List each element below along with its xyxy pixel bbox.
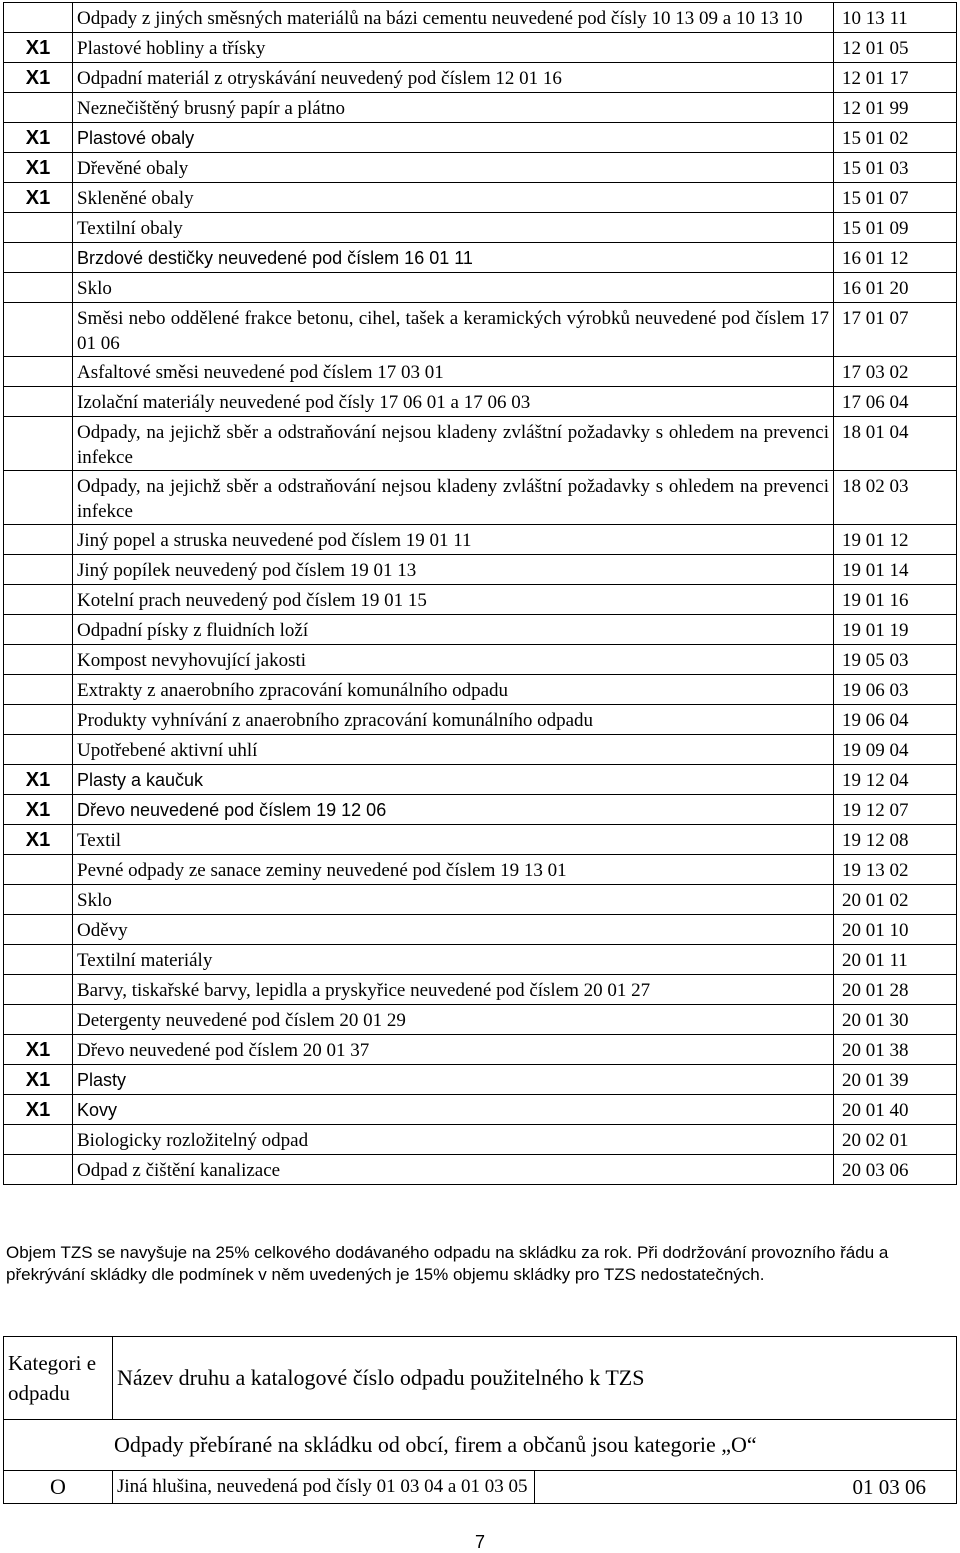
category-cell xyxy=(4,93,73,123)
table-row xyxy=(4,795,957,825)
waste-name-cell: Plastové hobliny a třísky xyxy=(73,33,834,63)
waste-name-cell: Jiná hlušina, neuvedená pod čísly 01 03 04 a 01 03 05 xyxy=(113,1471,535,1504)
waste-code-cell: 15 01 09 xyxy=(834,213,957,243)
waste-code-cell: 17 03 02 xyxy=(834,357,957,387)
waste-name-cell: Oděvy xyxy=(73,915,834,945)
category-header-label: Kategori e odpadu xyxy=(4,1337,113,1420)
waste-name-cell: Detergenty neuvedené pod číslem 20 01 29 xyxy=(73,1005,834,1035)
table-row xyxy=(4,63,957,93)
category-cell xyxy=(4,1155,73,1185)
waste-name-cell: Textilní obaly xyxy=(73,213,834,243)
waste-name-cell: Plasty xyxy=(73,1065,834,1095)
table-row xyxy=(4,387,957,417)
table-row xyxy=(4,525,957,555)
waste-name-cell: Biologicky rozložitelný odpad xyxy=(73,1125,834,1155)
waste-name-cell: Odpad z čištění kanalizace xyxy=(73,1155,834,1185)
waste-code-cell: 19 01 12 xyxy=(834,525,957,555)
table-row xyxy=(4,555,957,585)
table-row xyxy=(4,1095,957,1125)
waste-code-cell: 20 01 39 xyxy=(834,1065,957,1095)
volume-note: Objem TZS se navyšuje na 25% celkového dodávaného odpadu na skládku za rok. Při dodržování provozního řádu a překrývání skládky dle podmínek v něm uvedených je 15% objemu skládky pro TZS nedostatečných. xyxy=(6,1243,889,1284)
waste-code-cell: 19 09 04 xyxy=(834,735,957,765)
table-row xyxy=(4,273,957,303)
waste-code-cell: 20 01 28 xyxy=(834,975,957,1005)
waste-code-cell: 19 06 03 xyxy=(834,675,957,705)
waste-name-cell: Brzdové destičky neuvedené pod číslem 16 01 11 xyxy=(73,243,834,273)
table-row xyxy=(4,357,957,387)
waste-name-cell: Plasty a kaučuk xyxy=(73,765,834,795)
category-cell: X1 xyxy=(4,63,73,93)
category-o-subheader: Odpady přebírané na skládku od obcí, firem a občanů jsou kategorie „O“ xyxy=(4,1420,957,1471)
waste-name-cell: Odpady, na jejichž sběr a odstraňování nejsou kladeny zvláštní požadavky s ohledem na prevenci infekce xyxy=(73,417,834,471)
category-cell xyxy=(4,1005,73,1035)
waste-code-cell: 20 01 02 xyxy=(834,885,957,915)
table-row xyxy=(4,645,957,675)
waste-code-cell: 15 01 07 xyxy=(834,183,957,213)
waste-name-cell: Dřevěné obaly xyxy=(73,153,834,183)
table-row xyxy=(4,885,957,915)
category-cell xyxy=(4,303,73,357)
waste-code-cell: 20 01 38 xyxy=(834,1035,957,1065)
category-o-table xyxy=(3,1336,957,1504)
waste-name-cell: Kovy xyxy=(73,1095,834,1125)
category-cell xyxy=(4,471,73,525)
waste-table xyxy=(3,2,957,1185)
waste-code-cell: 20 03 06 xyxy=(834,1155,957,1185)
waste-name-cell: Sklo xyxy=(73,885,834,915)
category-cell xyxy=(4,705,73,735)
category-cell xyxy=(4,273,73,303)
waste-name-cell: Textilní materiály xyxy=(73,945,834,975)
waste-code-cell: 18 02 03 xyxy=(834,471,957,525)
waste-code-cell: 20 01 40 xyxy=(834,1095,957,1125)
table-row xyxy=(4,705,957,735)
category-cell xyxy=(4,675,73,705)
waste-name-cell: Odpadní písky z fluidních loží xyxy=(73,615,834,645)
waste-name-cell: Dřevo neuvedené pod číslem 19 12 06 xyxy=(73,795,834,825)
category-cell xyxy=(4,585,73,615)
category-cell: X1 xyxy=(4,123,73,153)
waste-code-cell: 19 01 19 xyxy=(834,615,957,645)
category-cell: X1 xyxy=(4,1095,73,1125)
table-row xyxy=(4,417,957,471)
category-cell xyxy=(4,243,73,273)
category-cell xyxy=(4,945,73,975)
category-cell xyxy=(4,915,73,945)
waste-name-cell: Extrakty z anaerobního zpracování komunálního odpadu xyxy=(73,675,834,705)
waste-name-cell: Kompost nevyhovující jakosti xyxy=(73,645,834,675)
waste-name-cell: Jiný popel a struska neuvedené pod číslem 19 01 11 xyxy=(73,525,834,555)
category-cell xyxy=(4,525,73,555)
waste-code-cell: 19 05 03 xyxy=(834,645,957,675)
category-cell xyxy=(4,885,73,915)
waste-code-cell: 18 01 04 xyxy=(834,417,957,471)
table-row xyxy=(4,615,957,645)
waste-name-cell: Skleněné obaly xyxy=(73,183,834,213)
table-row xyxy=(4,1155,957,1185)
waste-name-cell: Plastové obaly xyxy=(73,123,834,153)
table-row xyxy=(4,183,957,213)
category-cell xyxy=(4,615,73,645)
table-row xyxy=(4,123,957,153)
table-row xyxy=(4,213,957,243)
waste-code-cell: 19 12 07 xyxy=(834,795,957,825)
table-row xyxy=(4,675,957,705)
waste-name-cell: Odpady, na jejichž sběr a odstraňování nejsou kladeny zvláštní požadavky s ohledem na prevenci infekce xyxy=(73,471,834,525)
waste-name-cell: Dřevo neuvedené pod číslem 20 01 37 xyxy=(73,1035,834,1065)
name-header-label: Název druhu a katalogové číslo odpadu použitelného k TZS xyxy=(113,1337,957,1420)
category-cell: X1 xyxy=(4,1035,73,1065)
category-cell xyxy=(4,645,73,675)
table-row xyxy=(4,825,957,855)
page-number: 7 xyxy=(474,1532,485,1552)
waste-code-cell: 19 06 04 xyxy=(834,705,957,735)
category-cell xyxy=(4,975,73,1005)
table-row xyxy=(4,915,957,945)
table-row xyxy=(4,765,957,795)
waste-name-cell: Upotřebené aktivní uhlí xyxy=(73,735,834,765)
waste-code-cell: 12 01 17 xyxy=(834,63,957,93)
waste-code-cell: 20 02 01 xyxy=(834,1125,957,1155)
table-row xyxy=(4,1471,957,1504)
waste-name-cell: Odpady z jiných směsných materiálů na bázi cementu neuvedené pod čísly 10 13 09 a 10 13 10 xyxy=(73,3,834,33)
category-cell xyxy=(4,357,73,387)
waste-code-cell: 19 12 08 xyxy=(834,825,957,855)
category-cell: X1 xyxy=(4,765,73,795)
waste-code-cell: 12 01 05 xyxy=(834,33,957,63)
waste-code-cell: 17 01 07 xyxy=(834,303,957,357)
table-row xyxy=(4,1035,957,1065)
category-cell: X1 xyxy=(4,153,73,183)
category-cell xyxy=(4,417,73,471)
category-header-row xyxy=(4,1337,957,1420)
category-cell: X1 xyxy=(4,183,73,213)
category-cell: X1 xyxy=(4,795,73,825)
waste-code-cell: 20 01 10 xyxy=(834,915,957,945)
category-cell xyxy=(4,387,73,417)
waste-name-cell: Jiný popílek neuvedený pod číslem 19 01 13 xyxy=(73,555,834,585)
waste-code-cell: 19 13 02 xyxy=(834,855,957,885)
waste-code-cell: 19 12 04 xyxy=(834,765,957,795)
waste-code-cell: 01 03 06 xyxy=(535,1471,957,1504)
waste-code-cell: 12 01 99 xyxy=(834,93,957,123)
waste-table-body xyxy=(4,3,957,1185)
category-subheader-row xyxy=(4,1420,957,1471)
table-row xyxy=(4,33,957,63)
table-row xyxy=(4,585,957,615)
waste-code-cell: 19 01 16 xyxy=(834,585,957,615)
waste-name-cell: Směsi nebo oddělené frakce betonu, cihel, tašek a keramických výrobků neuvedené pod číslem 17 01 06 xyxy=(73,303,834,357)
table-row xyxy=(4,735,957,765)
waste-code-cell: 16 01 12 xyxy=(834,243,957,273)
category-cell xyxy=(4,213,73,243)
waste-name-cell: Neznečištěný brusný papír a plátno xyxy=(73,93,834,123)
waste-name-cell: Odpadní materiál z otryskávání neuvedený pod číslem 12 01 16 xyxy=(73,63,834,93)
category-cell xyxy=(4,555,73,585)
table-row xyxy=(4,153,957,183)
waste-name-cell: Textil xyxy=(73,825,834,855)
table-row xyxy=(4,975,957,1005)
category-cell xyxy=(4,735,73,765)
category-cell: X1 xyxy=(4,825,73,855)
waste-name-cell: Kotelní prach neuvedený pod číslem 19 01 15 xyxy=(73,585,834,615)
waste-name-cell: Barvy, tiskařské barvy, lepidla a pryskyřice neuvedené pod číslem 20 01 27 xyxy=(73,975,834,1005)
waste-code-cell: 20 01 11 xyxy=(834,945,957,975)
table-row xyxy=(4,1125,957,1155)
waste-name-cell: Sklo xyxy=(73,273,834,303)
waste-code-cell: 17 06 04 xyxy=(834,387,957,417)
waste-name-cell: Produkty vyhnívání z anaerobního zpracování komunálního odpadu xyxy=(73,705,834,735)
table-row xyxy=(4,945,957,975)
category-cell xyxy=(4,855,73,885)
waste-code-cell: 10 13 11 xyxy=(834,3,957,33)
table-row xyxy=(4,93,957,123)
waste-name-cell: Asfaltové směsi neuvedené pod číslem 17 03 01 xyxy=(73,357,834,387)
waste-code-cell: 15 01 03 xyxy=(834,153,957,183)
table-row xyxy=(4,243,957,273)
table-row xyxy=(4,3,957,33)
category-cell: X1 xyxy=(4,1065,73,1095)
waste-name-cell: Izolační materiály neuvedené pod čísly 17 06 01 a 17 06 03 xyxy=(73,387,834,417)
table-row xyxy=(4,1065,957,1095)
table-row xyxy=(4,303,957,357)
waste-code-cell: 16 01 20 xyxy=(834,273,957,303)
category-cell: X1 xyxy=(4,33,73,63)
waste-code-cell: 20 01 30 xyxy=(834,1005,957,1035)
table-row xyxy=(4,855,957,885)
category-cell xyxy=(4,3,73,33)
waste-code-cell: 19 01 14 xyxy=(834,555,957,585)
waste-code-cell: 15 01 02 xyxy=(834,123,957,153)
waste-name-cell: Pevné odpady ze sanace zeminy neuvedené pod číslem 19 13 01 xyxy=(73,855,834,885)
category-cell xyxy=(4,1125,73,1155)
category-cell: O xyxy=(4,1471,113,1504)
table-row xyxy=(4,471,957,525)
table-row xyxy=(4,1005,957,1035)
